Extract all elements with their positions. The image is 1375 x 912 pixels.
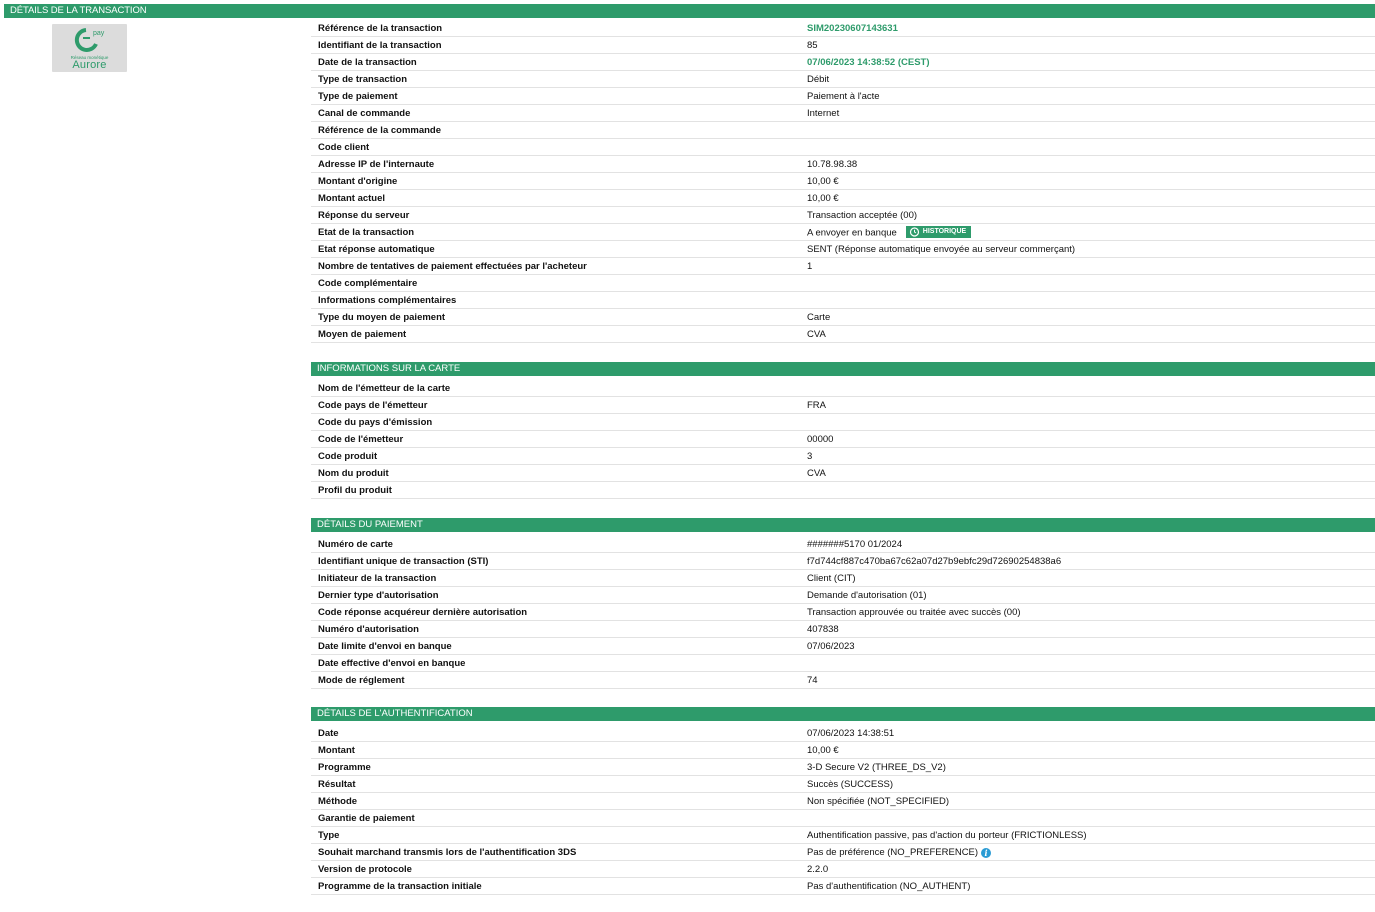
table-row <box>311 621 1375 638</box>
row-label: Etat réponse automatique <box>318 244 435 255</box>
table-row <box>311 672 1375 689</box>
row-label: Date de la transaction <box>318 57 417 68</box>
table-row <box>311 465 1375 482</box>
row-value <box>807 210 917 221</box>
row-value-text: 10,00 € <box>807 745 839 756</box>
row-value <box>807 74 829 85</box>
table-row <box>311 482 1375 499</box>
table-row <box>311 844 1375 861</box>
row-label: Méthode <box>318 796 358 807</box>
logo-aurore-text: Aurore <box>72 59 107 71</box>
row-value-text: 10,00 € <box>807 176 839 187</box>
row-value-text: Authentification passive, pas d'action du porteur (FRICTIONLESS) <box>807 830 1087 841</box>
row-label: Date effective d'envoi en banque <box>318 658 466 669</box>
row-value-text: Demande d'autorisation (01) <box>807 590 927 601</box>
table-row <box>311 655 1375 672</box>
table-row <box>311 326 1375 343</box>
row-value-text: 07/06/2023 14:38:51 <box>807 728 895 739</box>
row-value <box>807 261 812 272</box>
row-label: Initiateur de la transaction <box>318 573 437 584</box>
row-label: Montant d'origine <box>318 176 398 187</box>
row-value-text: 85 <box>807 40 818 51</box>
historique-button[interactable] <box>906 226 971 238</box>
row-label: Numéro de carte <box>318 539 393 550</box>
table-row <box>311 37 1375 54</box>
row-label: Identifiant unique de transaction (STI) <box>318 556 489 567</box>
row-value <box>807 864 828 875</box>
row-value <box>807 745 839 756</box>
row-value-text: SIM20230607143631 <box>807 23 898 34</box>
row-value-text: 3-D Secure V2 (THREE_DS_V2) <box>807 762 946 773</box>
row-label: Profil du produit <box>318 485 392 496</box>
page-title: DÉTAILS DE LA TRANSACTION <box>4 4 1375 18</box>
row-value <box>807 40 818 51</box>
row-label: Nom de l'émetteur de la carte <box>318 383 451 394</box>
table-row <box>311 878 1375 895</box>
info-icon[interactable]: i <box>981 848 991 858</box>
table-row <box>311 54 1375 71</box>
row-value <box>807 881 970 892</box>
row-value-text: 10.78.98.38 <box>807 159 858 170</box>
row-value-text: #######5170 01/2024 <box>807 539 903 550</box>
row-label: Version de protocole <box>318 864 412 875</box>
row-value <box>807 244 1075 255</box>
row-label: Référence de la transaction <box>318 23 443 34</box>
table-row <box>311 810 1375 827</box>
row-label: Etat de la transaction <box>318 227 415 238</box>
table-row <box>311 190 1375 207</box>
row-label: Informations complémentaires <box>318 295 457 306</box>
row-label: Garantie de paiement <box>318 813 415 824</box>
row-value <box>807 23 898 34</box>
row-value-text: 74 <box>807 675 818 686</box>
row-label: Code complémentaire <box>318 278 418 289</box>
row-value <box>807 312 830 323</box>
table-row <box>311 759 1375 776</box>
row-value <box>807 329 826 340</box>
row-value-text: 07/06/2023 14:38:52 (CEST) <box>807 57 930 68</box>
row-value-text: 3 <box>807 451 813 462</box>
row-value-text: FRA <box>807 400 826 411</box>
row-value-text: 407838 <box>807 624 839 635</box>
row-label: Nom du produit <box>318 468 389 479</box>
table-row <box>311 553 1375 570</box>
row-value-text: Internet <box>807 108 840 119</box>
row-label: Résultat <box>318 779 356 790</box>
row-value-text: 1 <box>807 261 813 272</box>
table-row <box>311 122 1375 139</box>
row-value-text: Transaction acceptée (00) <box>807 210 918 221</box>
row-label: Mode de réglement <box>318 675 405 686</box>
row-label: Dernier type d'autorisation <box>318 590 439 601</box>
section-header-auth: DÉTAILS DE L'AUTHENTIFICATION <box>311 707 1375 721</box>
table-row <box>311 570 1375 587</box>
row-label: Canal de commande <box>318 108 411 119</box>
table-row <box>311 604 1375 621</box>
table-row <box>311 448 1375 465</box>
aurore-pay-logo <box>52 24 127 72</box>
row-value <box>807 108 839 119</box>
row-label: Code produit <box>318 451 378 462</box>
table-row <box>311 793 1375 810</box>
row-value-text: A envoyer en banque <box>807 227 897 239</box>
row-value-text: 2.2.0 <box>807 864 829 875</box>
row-value <box>807 176 839 187</box>
row-label: Code réponse acquéreur dernière autorisation <box>318 607 528 618</box>
row-value <box>807 830 1087 841</box>
table-row <box>311 725 1375 742</box>
table-row <box>311 397 1375 414</box>
row-label: Code du pays d'émission <box>318 417 433 428</box>
logo-pay-text: pay <box>93 30 105 37</box>
row-label: Programme de la transaction initiale <box>318 881 482 892</box>
history-icon <box>909 227 920 237</box>
row-value-text: Transaction approuvée ou traitée avec succès (00) <box>807 607 1021 618</box>
table-row <box>311 224 1375 241</box>
table-row <box>311 861 1375 878</box>
row-value <box>807 847 991 858</box>
row-value <box>807 400 826 411</box>
row-value <box>807 728 894 739</box>
row-label: Type <box>318 830 340 841</box>
logo-reseau-text: Réseau monétique <box>70 55 109 60</box>
row-value <box>807 57 930 68</box>
table-row <box>311 742 1375 759</box>
table-row <box>311 173 1375 190</box>
row-value-text: CVA <box>807 468 826 479</box>
row-label: Adresse IP de l'internaute <box>318 159 435 170</box>
row-label: Moyen de paiement <box>318 329 407 340</box>
table-row <box>311 380 1375 397</box>
row-value <box>807 590 927 601</box>
section-header-card: INFORMATIONS SUR LA CARTE <box>311 362 1375 376</box>
row-label: Type du moyen de paiement <box>318 312 446 323</box>
row-value-text: Client (CIT) <box>807 573 856 584</box>
row-value-text: 00000 <box>807 434 834 445</box>
table-row <box>311 207 1375 224</box>
row-value-text: f7d744cf887c470ba67c62a07d27b9ebfc29d72690254838a6 <box>807 556 1062 567</box>
row-label: Type de transaction <box>318 74 408 85</box>
row-label: Code pays de l'émetteur <box>318 400 428 411</box>
row-label: Date <box>318 728 339 739</box>
row-value-text: Paiement à l'acte <box>807 91 880 102</box>
row-value <box>807 796 949 807</box>
table-row <box>311 258 1375 275</box>
table-row <box>311 105 1375 122</box>
row-value <box>807 539 902 550</box>
row-value <box>807 193 839 204</box>
row-value-text: Débit <box>807 74 830 85</box>
row-value <box>807 624 839 635</box>
table-row <box>311 241 1375 258</box>
row-value <box>807 451 812 462</box>
table-row <box>311 414 1375 431</box>
row-label: Date limite d'envoi en banque <box>318 641 452 652</box>
table-row <box>311 20 1375 37</box>
row-value <box>807 675 818 686</box>
table-row <box>311 431 1375 448</box>
row-label: Code de l'émetteur <box>318 434 404 445</box>
historique-button-label: HISTORIQUE <box>922 228 967 235</box>
table-row <box>311 309 1375 326</box>
row-value-text: Succès (SUCCESS) <box>807 779 894 790</box>
row-label: Numéro d'autorisation <box>318 624 419 635</box>
row-value <box>807 573 856 584</box>
row-label: Montant actuel <box>318 193 386 204</box>
row-value-text: 10,00 € <box>807 193 839 204</box>
row-label: Identifiant de la transaction <box>318 40 442 51</box>
table-row <box>311 88 1375 105</box>
table-row <box>311 139 1375 156</box>
row-value-text: SENT (Réponse automatique envoyée au serveur commerçant) <box>807 244 1076 255</box>
row-label: Programme <box>318 762 371 773</box>
row-value <box>807 762 946 773</box>
row-value <box>807 159 857 170</box>
row-value <box>807 607 1021 618</box>
row-label: Code client <box>318 142 370 153</box>
row-label: Type de paiement <box>318 91 398 102</box>
table-row <box>311 71 1375 88</box>
row-value <box>807 556 1061 567</box>
row-value-text: Carte <box>807 312 831 323</box>
table-row <box>311 292 1375 309</box>
row-value-text: 07/06/2023 <box>807 641 855 652</box>
row-value-text: Pas de préférence (NO_PREFERENCE) <box>807 847 979 858</box>
table-row <box>311 638 1375 655</box>
row-label: Référence de la commande <box>318 125 442 136</box>
table-row <box>311 827 1375 844</box>
row-label: Souhait marchand transmis lors de l'authentification 3DS <box>318 847 577 858</box>
row-value-text: Non spécifiée (NOT_SPECIFIED) <box>807 796 950 807</box>
row-value <box>807 227 971 239</box>
row-value <box>807 641 855 652</box>
section-header-payment: DÉTAILS DU PAIEMENT <box>311 518 1375 532</box>
row-value <box>807 468 826 479</box>
row-label: Nombre de tentatives de paiement effectuées par l'acheteur <box>318 261 587 272</box>
table-row <box>311 776 1375 793</box>
row-value <box>807 779 893 790</box>
row-value-text: Pas d'authentification (NO_AUTHENT) <box>807 881 971 892</box>
row-label: Montant <box>318 745 355 756</box>
table-row <box>311 275 1375 292</box>
row-value-text: CVA <box>807 329 826 340</box>
row-label: Réponse du serveur <box>318 210 410 221</box>
table-row <box>311 587 1375 604</box>
table-row <box>311 536 1375 553</box>
table-row <box>311 156 1375 173</box>
row-value <box>807 91 880 102</box>
row-value <box>807 434 833 445</box>
